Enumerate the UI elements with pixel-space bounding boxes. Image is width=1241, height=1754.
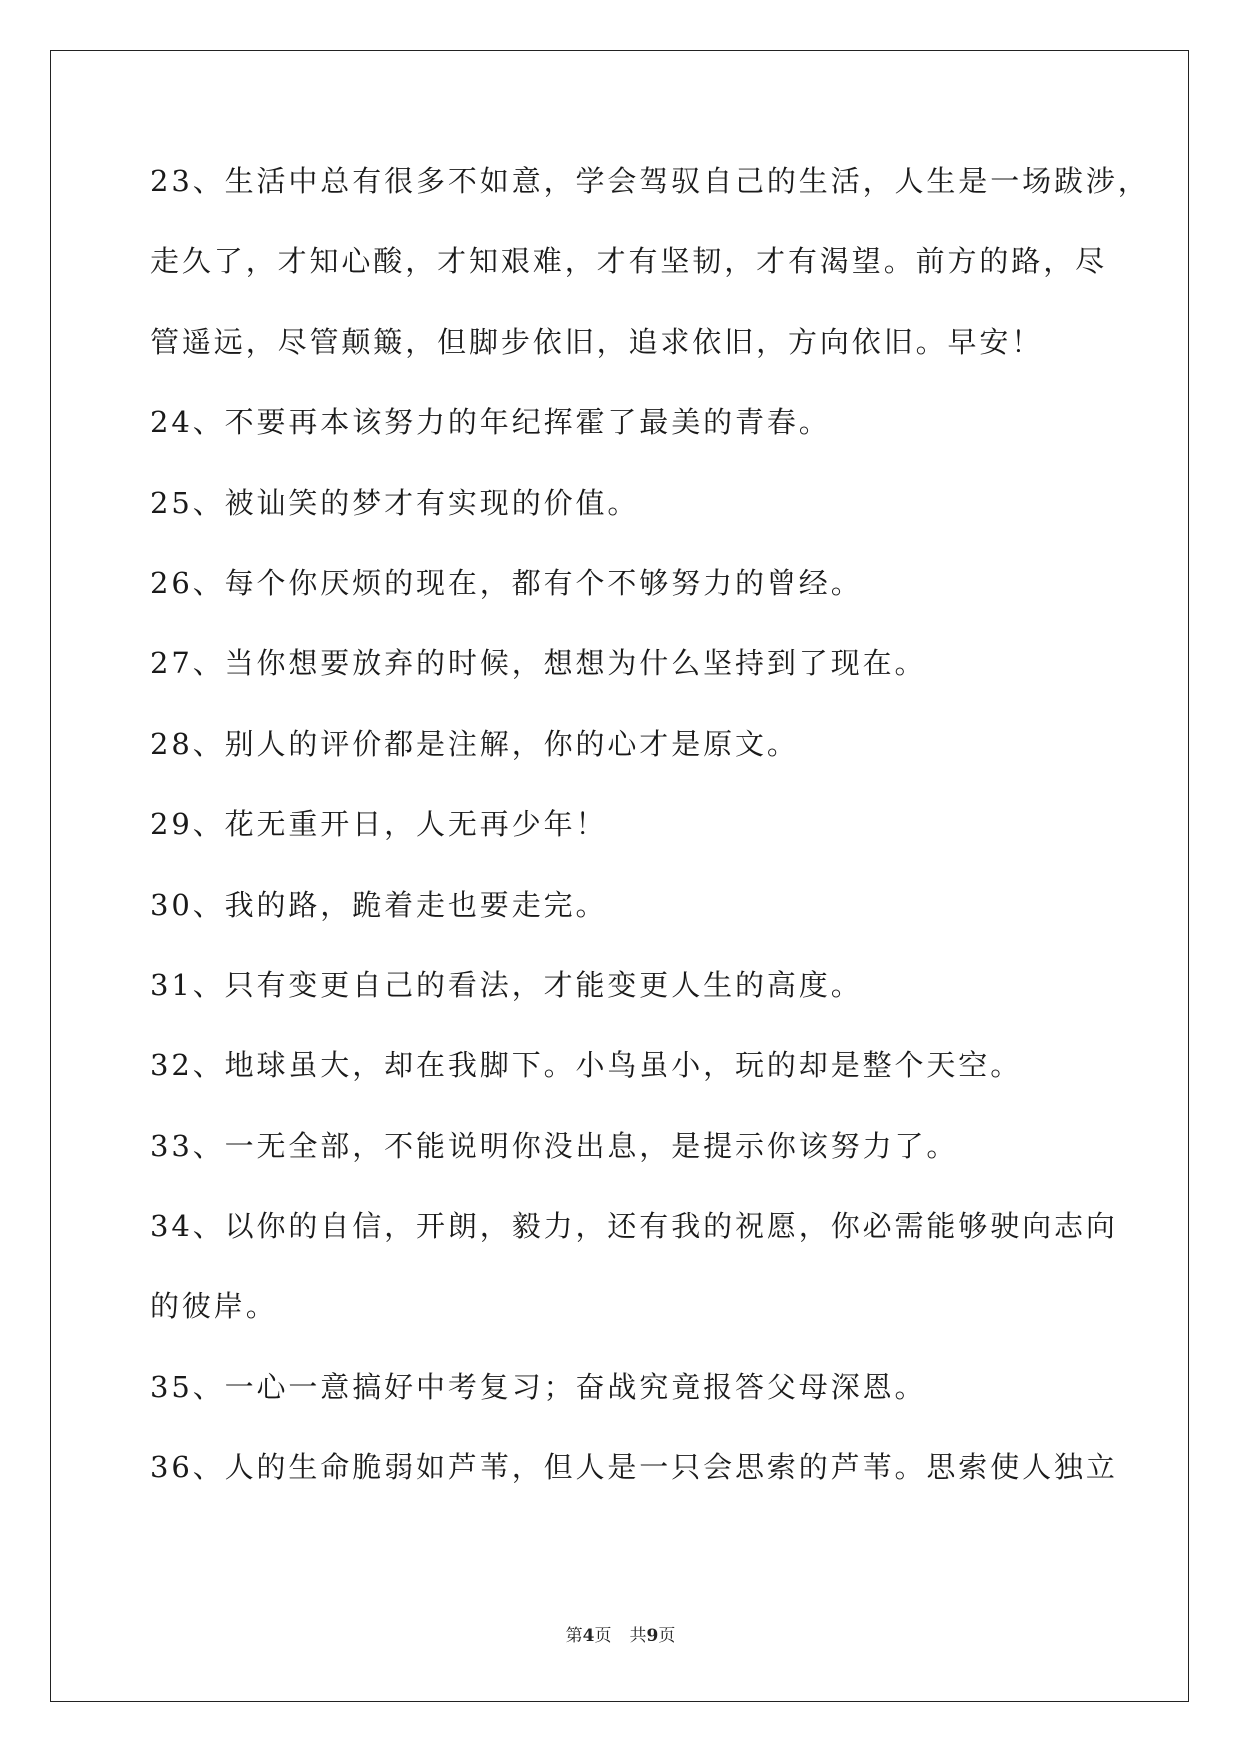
current-page-number: 4: [582, 1626, 595, 1646]
text-line: 24、不要再本该努力的年纪挥霍了最美的青春。: [150, 405, 831, 440]
total-page-number: 9: [646, 1626, 659, 1646]
text-line: 管遥远，尽管颠簸，但脚步依旧，追求依旧，方向依旧。早安！: [150, 324, 1044, 359]
text-line: 26、每个你厌烦的现在，都有个不够努力的曾经。: [150, 565, 863, 600]
text-line: 35、一心一意搞好中考复习；奋战究竟报答父母深恩。: [150, 1369, 927, 1404]
text-line: 25、被讪笑的梦才有实现的价值。: [150, 485, 640, 520]
text-line: 32、地球虽大，却在我脚下。小鸟虽小，玩的却是整个天空。: [150, 1048, 1023, 1083]
total-prefix: 共: [629, 1626, 647, 1646]
text-line: 29、花无重开日，人无再少年！: [150, 807, 608, 842]
text-line: 走久了，才知心酸，才知艰难，才有坚韧，才有渴望。前方的路，尽: [150, 244, 1108, 279]
page-suffix: 页: [594, 1626, 612, 1646]
page-footer: [0, 1621, 1241, 1646]
text-line: 28、别人的评价都是注解，你的心才是原文。: [150, 726, 799, 761]
text-line: 的彼岸。: [150, 1289, 278, 1324]
text-line: 30、我的路，跪着走也要走完。: [150, 887, 608, 922]
text-line: 34、以你的自信，开朗，毅力，还有我的祝愿，你必需能够驶向志向: [150, 1209, 1118, 1244]
document-body: [150, 164, 1150, 1533]
text-line: 31、只有变更自己的看法，才能变更人生的高度。: [150, 967, 863, 1002]
total-suffix: 页: [658, 1626, 676, 1646]
text-line: 33、一无全部，不能说明你没出息，是提示你该努力了。: [150, 1128, 959, 1163]
text-line: 23、生活中总有很多不如意，学会驾驭自己的生活，人生是一场跋涉，: [150, 164, 1150, 198]
text-line: 36、人的生命脆弱如芦苇，但人是一只会思索的芦苇。思索使人独立: [150, 1450, 1118, 1485]
text-line: 27、当你想要放弃的时候，想想为什么坚持到了现在。: [150, 646, 927, 681]
page-prefix: 第: [565, 1626, 583, 1646]
